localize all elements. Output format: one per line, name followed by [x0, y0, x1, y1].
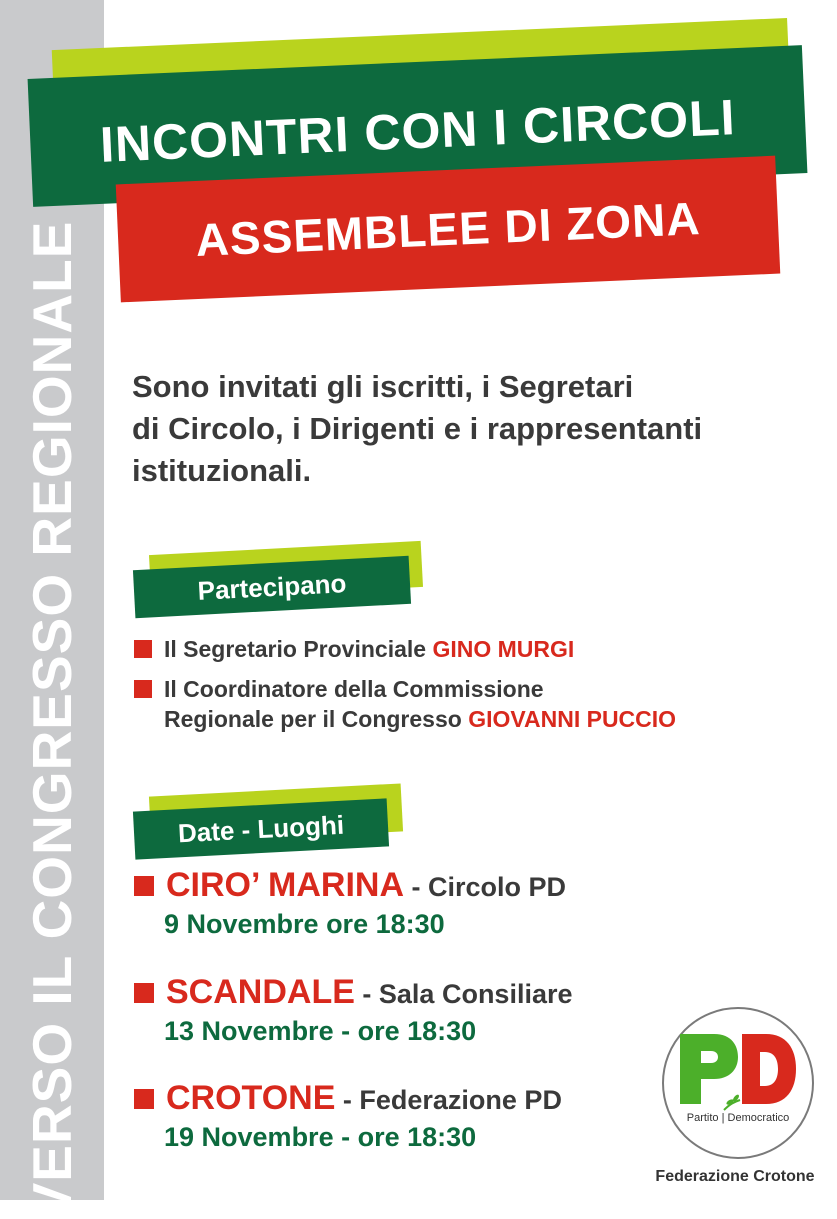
header-title: INCONTRI CON I CIRCOLI [98, 89, 737, 173]
participant-name: GINO MURGI [432, 636, 575, 662]
bullet-square-icon [134, 1089, 154, 1109]
logo-caption-right: Democratico [727, 1112, 790, 1124]
event-venue: Sala Consiliare [378, 979, 573, 1009]
bullet-square-icon [134, 876, 154, 896]
event-venue: Federazione PD [359, 1085, 562, 1115]
intro-paragraph [132, 366, 822, 492]
logo-caption-left: Partito [686, 1112, 719, 1124]
event-date: 19 Novembre - ore 18:30 [164, 1122, 477, 1152]
participant-role: Il Coordinatore della Commissione [164, 676, 544, 702]
event-city: SCANDALE [166, 973, 355, 1011]
intro-line: istituzionali. [132, 453, 312, 488]
event-separator: - [354, 979, 379, 1009]
event-city: CROTONE [166, 1079, 336, 1117]
event-date: 13 Novembre - ore 18:30 [164, 1016, 477, 1046]
vertical-title: VERSO IL CONGRESSO REGIONALE [21, 220, 83, 1219]
intro-line: Sono invitati gli iscritti, i Segretari [132, 369, 634, 404]
event-city: CIRO’ MARINA [166, 866, 404, 904]
event-venue: Circolo PD [428, 872, 567, 902]
event-date: 9 Novembre ore 18:30 [164, 909, 445, 939]
federation-name: Federazione Crotone [655, 1168, 815, 1185]
event-separator: - [335, 1085, 360, 1115]
participants-label: Partecipano [133, 556, 411, 618]
event-separator: - [404, 872, 428, 902]
intro-line: di Circolo, i Dirigenti e i rappresentanti [132, 411, 703, 446]
participant-role: Il Segretario Provinciale [164, 636, 433, 662]
header-subtitle: ASSEMBLEE DI ZONA [194, 192, 702, 266]
events-label: Date - Luoghi [133, 798, 389, 859]
participant-item [134, 674, 824, 734]
bullet-square-icon [134, 640, 152, 658]
bullet-square-icon [134, 680, 152, 698]
logo-caption: Partito | Democratico [686, 1112, 790, 1124]
pd-logo-icon [674, 1024, 802, 1114]
event-item [134, 866, 824, 940]
participant-item [134, 634, 824, 664]
bullet-square-icon [134, 983, 154, 1003]
participant-role: Regionale per il Congresso [164, 706, 469, 732]
participant-name: GIOVANNI PUCCIO [468, 706, 677, 732]
